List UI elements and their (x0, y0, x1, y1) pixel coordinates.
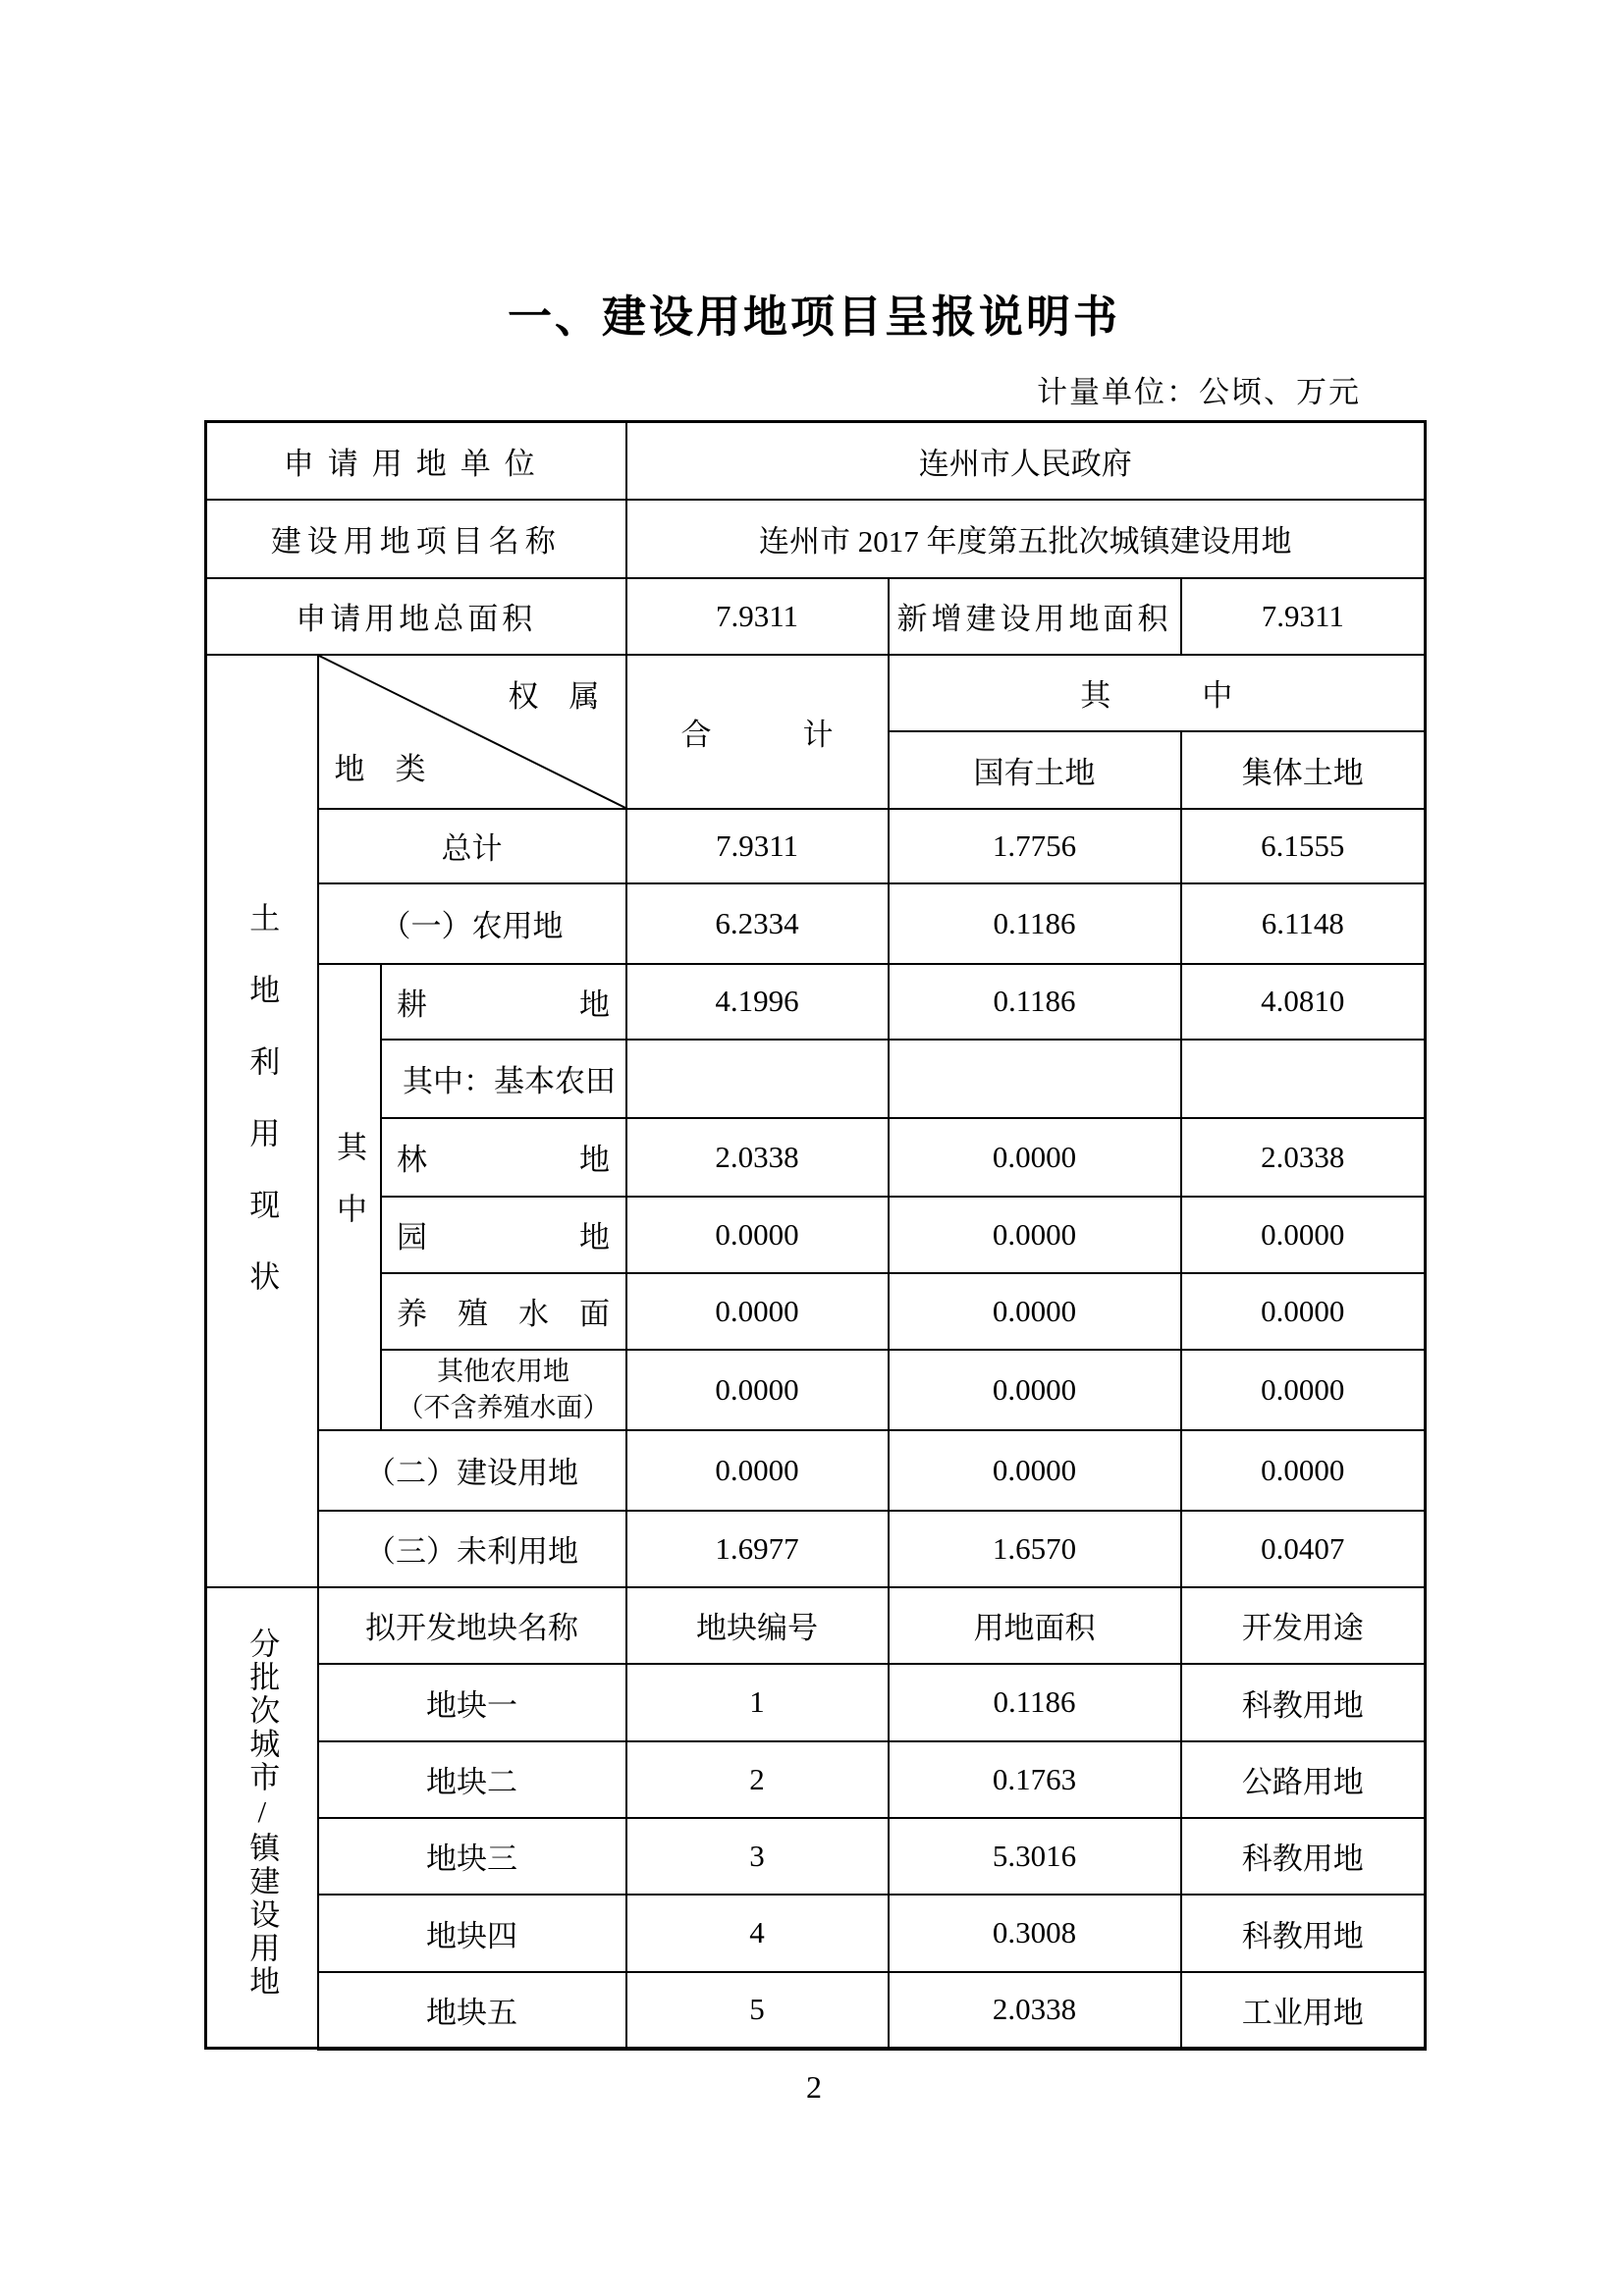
value-cell: 1.6570 (889, 1511, 1181, 1587)
row-label: （二）建设用地 (318, 1430, 626, 1511)
value-cell: 6.2334 (626, 883, 889, 964)
section-land-use-label-cell (206, 655, 318, 1587)
value-cell: 0.0000 (889, 1118, 1181, 1197)
parcel-purpose: 工业用地 (1181, 1972, 1426, 2049)
applicant-value-cell: 连州市人民政府 (626, 422, 1426, 500)
table-row (206, 1430, 1426, 1511)
table-row (206, 1350, 1426, 1430)
parcel-area: 0.1186 (889, 1664, 1181, 1741)
value-cell: 0.0000 (626, 1197, 889, 1273)
new-area-label-cell: 新增建设用地面积 (889, 578, 1181, 655)
section-development-label: 分批次城市/镇建设用地 (244, 1628, 280, 2000)
parcel-area: 0.3008 (889, 1895, 1181, 1972)
value-cell: 6.1148 (1181, 883, 1426, 964)
col-header-total: 合 计 (626, 655, 889, 809)
table-row (206, 809, 1426, 883)
parcel-code: 5 (626, 1972, 889, 2049)
project-label-cell: 建设用地项目名称 (206, 500, 626, 578)
value-cell: 2.0338 (626, 1118, 889, 1197)
project-value-cell: 连州市 2017 年度第五批次城镇建设用地 (626, 500, 1426, 578)
value-cell: 1.6977 (626, 1511, 889, 1587)
row-label: 养 殖 水 面 (381, 1273, 626, 1350)
parcel-code: 2 (626, 1741, 889, 1818)
parcel-code: 3 (626, 1818, 889, 1895)
value-cell: 0.1186 (889, 964, 1181, 1040)
value-cell (626, 1040, 889, 1118)
applicant-label-cell: 申请用地单位 (206, 422, 626, 500)
value-cell: 0.0000 (889, 1273, 1181, 1350)
subgroup-label-cell (318, 964, 381, 1430)
value-cell: 0.0000 (626, 1350, 889, 1430)
value-cell (889, 1040, 1181, 1118)
value-cell: 4.0810 (1181, 964, 1426, 1040)
total-area-label-cell: 申请用地总面积 (206, 578, 626, 655)
page-number: 2 (806, 2069, 822, 2105)
parcel-area: 5.3016 (889, 1818, 1181, 1895)
table-row (206, 655, 1426, 731)
parcel-name: 地块五 (318, 1972, 626, 2049)
value-cell: 0.0000 (889, 1197, 1181, 1273)
col-header-among: 其 中 (889, 655, 1426, 731)
table-row (206, 422, 1426, 500)
subgroup-label: 其中 (332, 1131, 366, 1255)
parcel-name: 地块三 (318, 1818, 626, 1895)
table-row (206, 1197, 1426, 1273)
table-row (206, 1741, 1426, 1818)
value-cell: 4.1996 (626, 964, 889, 1040)
row-label: （三）未利用地 (318, 1511, 626, 1587)
row-label-line1: 其他农用地 (437, 1357, 569, 1387)
parcel-name: 地块二 (318, 1741, 626, 1818)
value-cell: 0.0000 (889, 1350, 1181, 1430)
dev-header-purpose: 开发用途 (1181, 1587, 1426, 1664)
section-land-use-label: 土地利用现状 (244, 901, 280, 1332)
corner-ownership-label: 权 属 (508, 678, 600, 714)
corner-landtype-label: 地 类 (334, 751, 426, 786)
parcel-area: 0.1763 (889, 1741, 1181, 1818)
value-cell: 0.1186 (889, 883, 1181, 964)
corner-header-cell (318, 655, 626, 809)
table-row (206, 1511, 1426, 1587)
value-cell: 1.7756 (889, 809, 1181, 883)
table-row (206, 1895, 1426, 1972)
value-cell: 0.0000 (1181, 1197, 1426, 1273)
report-table (204, 420, 1427, 2051)
value-cell: 0.0000 (889, 1430, 1181, 1511)
table-row (206, 1273, 1426, 1350)
value-cell: 0.0407 (1181, 1511, 1426, 1587)
section-development-label-cell (206, 1587, 318, 2049)
parcel-purpose: 科教用地 (1181, 1664, 1426, 1741)
table-row (206, 964, 1426, 1040)
value-cell: 6.1555 (1181, 809, 1426, 883)
table-row (206, 1040, 1426, 1118)
row-label: 林 地 (381, 1118, 626, 1197)
value-cell: 0.0000 (626, 1273, 889, 1350)
table-row (206, 1818, 1426, 1895)
page-title: 一、建设用地项目呈报说明书 (507, 292, 1120, 342)
parcel-code: 1 (626, 1664, 889, 1741)
value-cell: 0.0000 (1181, 1273, 1426, 1350)
parcel-name: 地块四 (318, 1895, 626, 1972)
table-row (206, 500, 1426, 578)
unit-note: 计量单位：公顷、万元 (1037, 375, 1361, 409)
value-cell: 7.9311 (626, 809, 889, 883)
table-row (206, 883, 1426, 964)
dev-header-name: 拟开发地块名称 (318, 1587, 626, 1664)
parcel-name: 地块一 (318, 1664, 626, 1741)
dev-header-area: 用地面积 (889, 1587, 1181, 1664)
parcel-purpose: 公路用地 (1181, 1741, 1426, 1818)
value-cell: 2.0338 (1181, 1118, 1426, 1197)
row-label: 总计 (318, 809, 626, 883)
row-label-line2: （不含养殖水面） (397, 1392, 610, 1422)
value-cell: 0.0000 (626, 1430, 889, 1511)
parcel-code: 4 (626, 1895, 889, 1972)
parcel-area: 2.0338 (889, 1972, 1181, 2049)
table-row (206, 1972, 1426, 2049)
row-label: 园 地 (381, 1197, 626, 1273)
row-label (381, 1350, 626, 1430)
row-label: （一）农用地 (318, 883, 626, 964)
value-cell (1181, 1040, 1426, 1118)
value-cell: 0.0000 (1181, 1430, 1426, 1511)
row-label: 其中：基本农田 (381, 1040, 626, 1118)
table-row (206, 578, 1426, 655)
total-area-value-cell: 7.9311 (626, 578, 889, 655)
value-cell: 0.0000 (1181, 1350, 1426, 1430)
col-header-collective-land: 集体土地 (1181, 731, 1426, 809)
col-header-state-land: 国有土地 (889, 731, 1181, 809)
row-label: 耕 地 (381, 964, 626, 1040)
parcel-purpose: 科教用地 (1181, 1818, 1426, 1895)
parcel-purpose: 科教用地 (1181, 1895, 1426, 1972)
table-row (206, 1587, 1426, 1664)
table-row (206, 1118, 1426, 1197)
table-row (206, 1664, 1426, 1741)
new-area-value-cell: 7.9311 (1181, 578, 1426, 655)
dev-header-code: 地块编号 (626, 1587, 889, 1664)
